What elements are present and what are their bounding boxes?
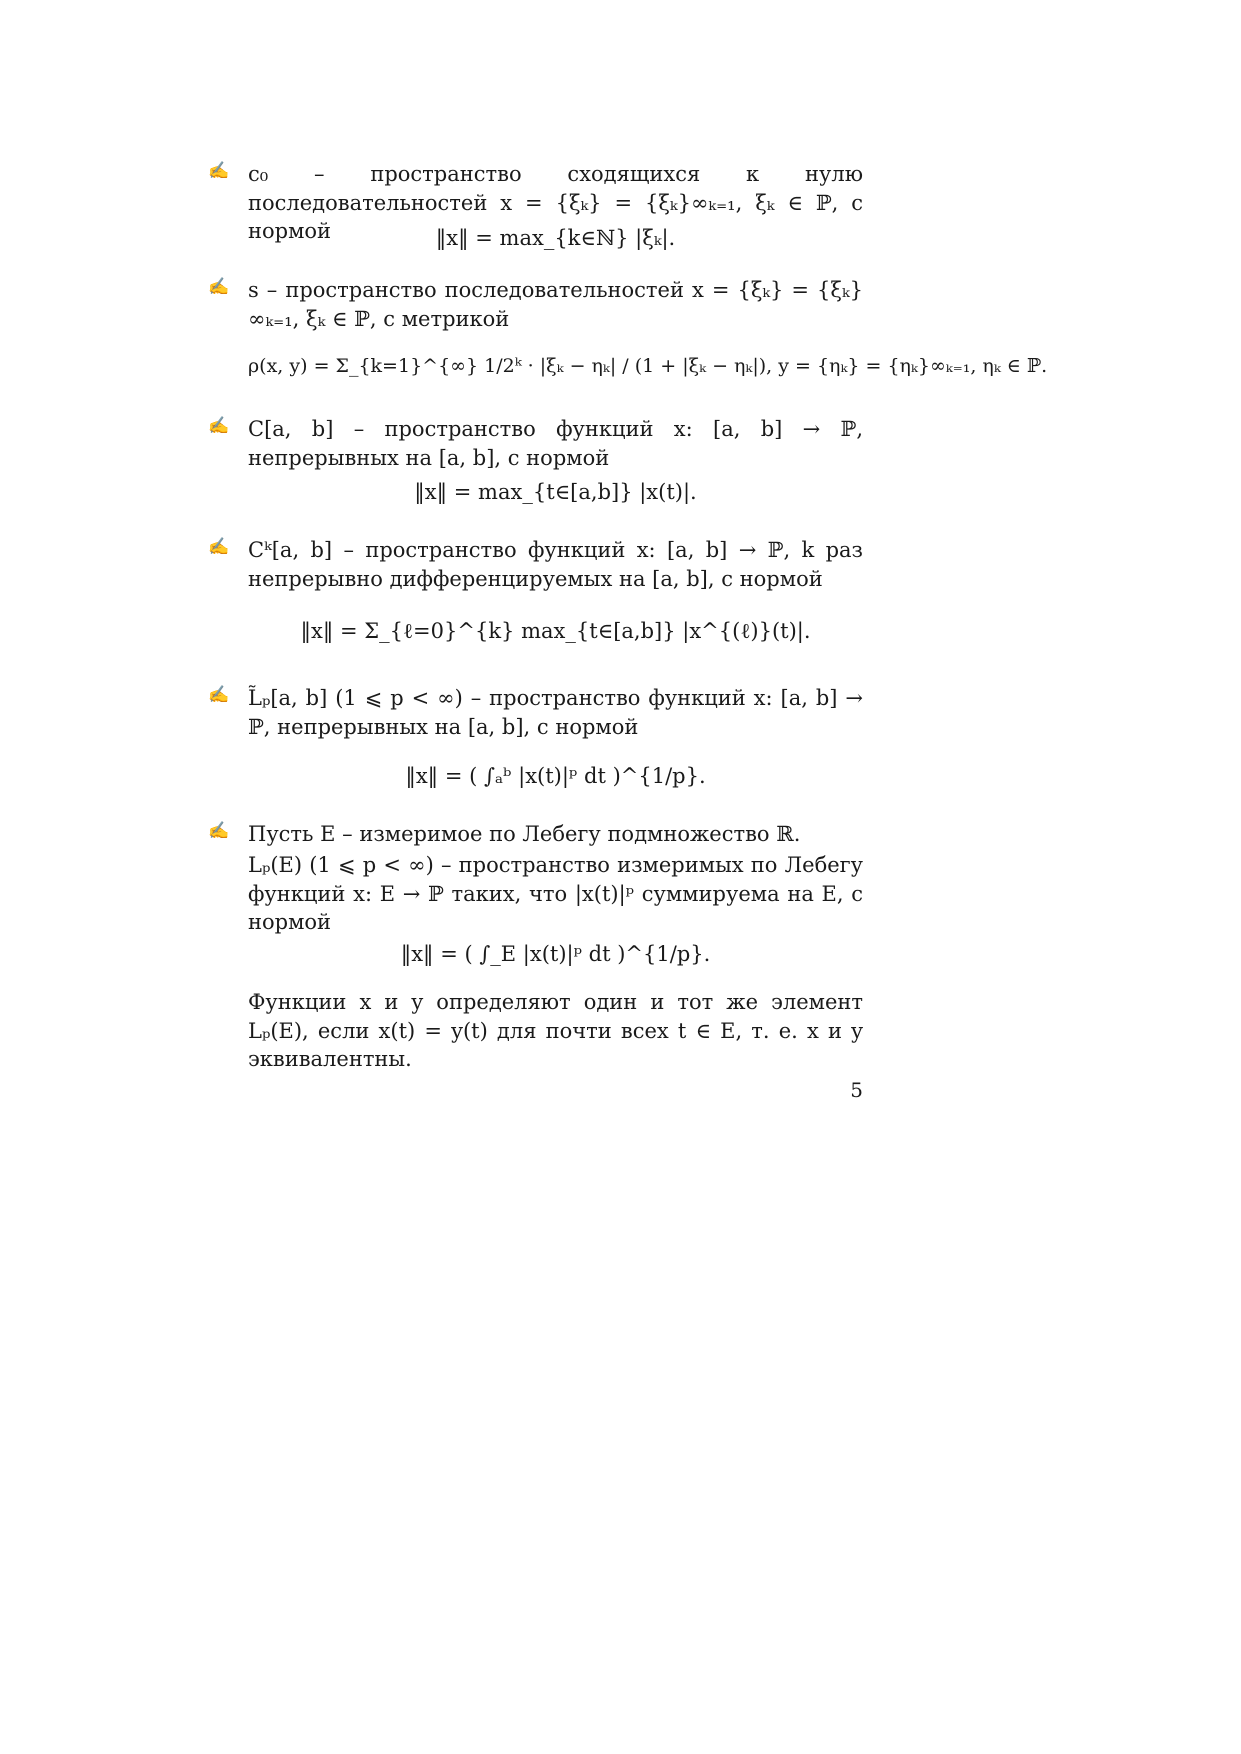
writing-hand-icon: ✍: [208, 161, 230, 181]
definition-text: L̃ₚ[a, b] (1 ⩽ p < ∞) – пространство функций x: [a, b] → ℙ, непрерывных на [a, b], с нормой: [248, 686, 863, 739]
writing-hand-icon: ✍: [208, 277, 230, 297]
writing-hand-icon: ✍: [208, 416, 230, 436]
definition-lp-e: [208, 820, 863, 849]
equivalence-note: Функции x и y определяют один и тот же элемент Lₚ(E), если x(t) = y(t) для почти всех t ∈ E, т. е. x и y эквивалентны.: [248, 990, 863, 1071]
page-number: 5: [850, 1078, 863, 1102]
definition-c-ab: [208, 415, 863, 472]
formula-c0-norm: ‖x‖ = max_{k∈ℕ} |ξₖ|.: [435, 226, 676, 250]
formula-c-ab-norm: ‖x‖ = max_{t∈[a,b]} |x(t)|.: [414, 480, 697, 504]
definition-text: C[a, b] – пространство функций x: [a, b] → ℙ, непрерывных на [a, b], с нормой: [248, 417, 863, 470]
formula-lp-tilde-norm: ‖x‖ = ( ∫ₐᵇ |x(t)|ᵖ dt )^{1/p}.: [405, 764, 706, 788]
definition-ck-ab: [208, 536, 863, 593]
writing-hand-icon: ✍: [208, 821, 230, 841]
definition-text: Пусть E – измеримое по Лебегу подмножество ℝ.: [248, 822, 801, 846]
definition-text: Cᵏ[a, b] – пространство функций x: [a, b] → ℙ, k раз непрерывно дифференцируемых на [a, b], с нормой: [248, 538, 863, 591]
definition-text: s – пространство последовательностей x = {ξₖ} = {ξₖ}∞ₖ₌₁, ξₖ ∈ ℙ, с метрикой: [248, 278, 863, 331]
definition-lp-e-text: Lₚ(E) (1 ⩽ p < ∞) – пространство измеримых по Лебегу функций x: E → ℙ таких, что |x(t)|ᵖ суммируема на E, с нормой: [248, 853, 863, 934]
formula-lp-e-norm: ‖x‖ = ( ∫_E |x(t)|ᵖ dt )^{1/p}.: [400, 942, 711, 966]
definition-lp-tilde: [208, 684, 863, 741]
definition-text: c₀ – пространство сходящихся к нулю последовательностей x = {ξₖ} = {ξₖ}∞ₖ₌₁, ξₖ ∈ ℙ, с нормой: [248, 162, 863, 243]
definition-s: [208, 276, 863, 333]
formula-ck-ab-norm: ‖x‖ = Σ_{ℓ=0}^{k} max_{t∈[a,b]} |x^{(ℓ)}(t)|.: [300, 619, 811, 643]
writing-hand-icon: ✍: [208, 537, 230, 557]
writing-hand-icon: ✍: [208, 685, 230, 705]
formula-s-metric: ρ(x, y) = Σ_{k=1}^{∞} 1/2ᵏ · |ξₖ − ηₖ| / (1 + |ξₖ − ηₖ|), y = {ηₖ} = {ηₖ}∞ₖ₌₁, ηₖ ∈ ℙ.: [248, 355, 1048, 377]
